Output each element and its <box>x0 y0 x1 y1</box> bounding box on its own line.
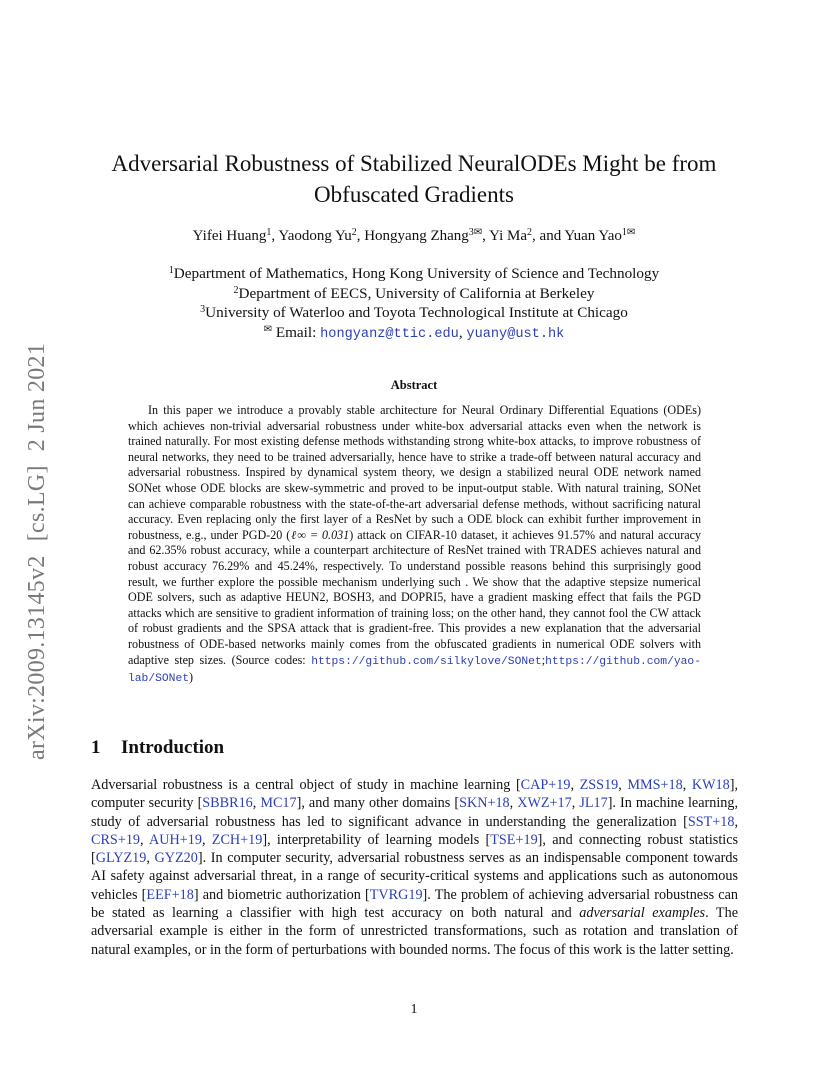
email-link-1[interactable]: hongyanz@ttic.edu <box>320 326 459 342</box>
paper-title <box>90 148 738 210</box>
affiliation-mark: 1 <box>168 265 174 276</box>
author-list: Yifei Huang$^1$, Yaodong Yu$^2$, Hongyang Zhang$^{3✉}$, Yi Ma$^2$, and Yuan Yao$^{1✉}$ <box>192 227 636 244</box>
body-text: ]. In computer security, adversarial robustness serves as an indispensable component towards AI safety against adversarial threat, in a range of security-critical systems and applications such as autonomous vehicles [ <box>91 850 739 903</box>
citation-link[interactable]: CRS+19 <box>91 831 141 848</box>
body-text: ]. The problem of achieving adversarial robustness can be stated as learning a classifier with high test accuracy on both natural and <box>91 886 738 922</box>
page-number: 1 <box>410 1002 418 1017</box>
abstract-text: ) <box>189 670 194 685</box>
section-heading <box>91 737 224 759</box>
body-text: . The adversarial example is either in the form of unrestricted transformations, such as rotation and translation of natural examples, or in the form of perturbations with bounded norms. The focus of this work is the latter setting. <box>91 905 738 958</box>
affiliation-1 <box>90 264 738 284</box>
author-name: Yifei Huang <box>192 228 267 244</box>
intro-paragraph: Adversarial robustness is a central object of study in machine learning [CAP+19, ZSS19, MMS+18, KW18], computer security [SBBR16, MC17], and many other domains [SKN+18, XWZ+17, JL17]. In machine learning, study of adversarial robustness has led to significant advance in understanding the generalization [SST+18, CRS+19, AUH+19, ZCH+19], interpretability of learning models [TSE+19], and connecting robust statistics [GLYZ19, GYZ20]. In computer security, adversarial robustness serves as an indispensable component towards AI safety against adversarial threat, in a range of security-critical systems and applications such as autonomous vehicles [EEF+18] and biometric authorization [TVRG19]. The problem of achieving adversarial robustness can be stated as learning a classifier with high test accuracy on both natural and adversarial examples. The adversarial example is either in the form of unrestricted transformations, such as rotation and translation of natural examples, or in the form of perturbations with bounded norms. The focus of this work is the latter setting. <box>91 777 739 958</box>
body-text: ], and connecting robust statistics [ <box>91 831 739 867</box>
citation-link[interactable]: EEF+18 <box>146 886 194 903</box>
citation-link[interactable]: XWZ+17 <box>517 795 572 812</box>
section-number: 1 <box>91 737 101 758</box>
citation-link[interactable]: ZCH+19 <box>211 831 263 848</box>
author-mark: 2 <box>351 227 357 238</box>
arxiv-stamp <box>20 280 54 760</box>
author-mark: 1 <box>266 227 272 238</box>
author-mark: 3✉ <box>468 227 483 238</box>
email-label: Email: <box>275 323 317 341</box>
title-line-2: Obfuscated Gradients <box>314 182 514 207</box>
citation-link[interactable]: AUH+19 <box>149 831 202 848</box>
arxiv-category: [cs.LG] <box>24 465 50 542</box>
email-link-2[interactable]: yuany@ust.hk <box>466 326 565 342</box>
source-link-1[interactable]: https://github.com/silkylove/SONet <box>311 655 542 668</box>
citation-link[interactable]: MC17 <box>260 795 297 812</box>
author-mark: 2 <box>527 227 533 238</box>
affiliation-mark: 3 <box>200 304 206 316</box>
citation-link[interactable]: TVRG19 <box>369 886 423 903</box>
arxiv-date: 2 Jun 2021 <box>24 342 50 452</box>
abstract-text: In this paper we introduce a provably stable architecture for Neural Ordinary Differential Equations (ODEs) which achieves non-trivial adversarial robustness under white-box adversarial attacks even when the network is trained naturally. For most existing defense methods withstanding strong white-box attacks, to improve robustness of neural networks, they need to be trained adversarially, hence have to strike a trade-off between natural accuracy and adversarial robustness. Inspired by dynamical system theory, we design a stabilized neural ODE network named SONet whose ODE blocks are skew-symmetric and proved to be input-output stable. With natural training, SONet can achieve comparable robustness with the state-of-the-art adversarial defense methods, without sacrificing natural accuracy. Even replacing only the first layer of a ResNet by such a ODE block can exhibit further improvement in robustness, e.g., under PGD-20 ( <box>128 403 701 542</box>
citation-link[interactable]: SBBR16 <box>202 795 253 812</box>
section-title: Introduction <box>121 737 225 758</box>
citation-link[interactable]: JL17 <box>579 795 608 812</box>
abstract-heading: Abstract <box>390 378 438 392</box>
author-name: Yuan Yao <box>564 228 622 244</box>
citation-link[interactable]: SKN+18 <box>459 795 510 812</box>
affiliations <box>90 264 738 344</box>
citation-link[interactable]: CAP+19 <box>520 777 571 793</box>
abstract-body <box>128 403 701 688</box>
arxiv-id: arXiv:2009.13145v2 <box>24 555 50 760</box>
affiliation-text: Department of EECS, University of California at Berkeley <box>238 284 595 302</box>
affiliation-3 <box>90 303 738 323</box>
affiliation-text: University of Waterloo and Toyota Technological Institute at Chicago <box>205 304 628 322</box>
body-text: ], interpretability of learning models [ <box>262 831 491 848</box>
affiliation-2 <box>90 284 738 304</box>
title-line-1: Adversarial Robustness of Stabilized NeuralODEs Might be from <box>111 151 717 176</box>
abstract-text: ) attack on CIFAR-10 dataset, it achieves 91.57% and natural accuracy and 62.35% robust accuracy, while a counterpart architecture of ResNet trained with TRADES achieves natural and robust accuracy 76.29% and 45.24%, respectively. To understand possible reasons behind this surprisingly good result, we further explore the possible mechanism underlying such . We show that the adaptive stepsize numerical ODE solvers, such as adaptive HEUN2, BOSH3, and DOPRI5, have a gradient masking effect that fails the PGD attacks which are sensitive to gradient information of training loss; on the other hand, they cannot fool the CW attack of robust gradients and the SPSA attack that is gradient-free. This provides a new explanation that the adversarial robustness of ODE-based networks mainly comes from the obfuscated gradients in numerical ODE solvers with adaptive step sizes. (Source codes: <box>128 527 702 667</box>
citation-link[interactable]: TSE+19 <box>490 831 538 848</box>
author-name: Hongyang Zhang <box>364 228 469 244</box>
citation-link[interactable]: ZSS19 <box>579 777 619 793</box>
emphasis-text: adversarial examples <box>579 905 706 922</box>
affiliation-mark: 2 <box>233 284 239 296</box>
body-text: Adversarial robustness is a central object of study in machine learning [ <box>91 777 521 793</box>
abstract-math: ℓ∞ = 0.031 <box>290 527 350 542</box>
author-mark: 1✉ <box>621 227 636 238</box>
email-line: ✉ Email: hongyanz@ttic.edu, yuany@ust.hk <box>263 323 565 342</box>
citation-link[interactable]: GYZ20 <box>154 850 198 867</box>
author-name: Yaodong Yu <box>278 228 352 244</box>
envelope-icon: ✉ <box>263 323 273 335</box>
body-text: ], and many other domains [ <box>296 795 460 812</box>
body-text: ] and biometric authorization [ <box>193 886 370 903</box>
author-name: Yi Ma <box>489 228 528 244</box>
body-text: ], computer security [ <box>91 777 738 812</box>
link-separator: ; <box>541 652 546 667</box>
citation-link[interactable]: KW18 <box>691 777 730 793</box>
body-text: ]. In machine learning, study of adversarial robustness has led to significant advance in understanding the generalization [ <box>91 795 739 830</box>
source-link-2[interactable]: https://github.com/yao-lab/SONet <box>128 655 701 686</box>
citation-link[interactable]: SST+18 <box>687 813 735 830</box>
citation-link[interactable]: GLYZ19 <box>95 850 147 867</box>
citation-link[interactable]: MMS+18 <box>627 777 683 793</box>
affiliation-text: Department of Mathematics, Hong Kong University of Science and Technology <box>173 265 660 282</box>
